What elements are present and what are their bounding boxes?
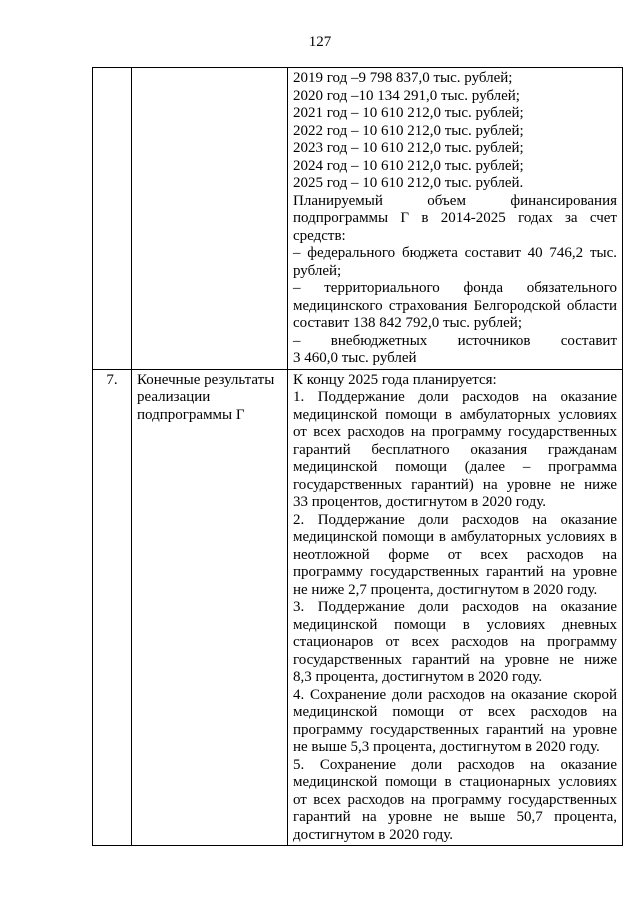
row-title-cell	[132, 369, 288, 846]
row-title-line: реализации	[137, 389, 211, 405]
content-line: медицинской помощи в амбулаторных условиях в	[293, 529, 617, 545]
content-paragraph	[293, 88, 617, 106]
content-paragraph	[293, 687, 617, 757]
content-line: гарантий на уровне не выше 50,7 процента,	[293, 809, 617, 825]
content-line: рублей;	[293, 262, 342, 279]
content-line: Планируемый объем финансирования	[293, 192, 617, 209]
content-line: 3 460,0 тыс. рублей	[293, 350, 417, 366]
content-line: программу государственных гарантий на уровне	[293, 721, 617, 738]
content-line: – федерального бюджета составит 40 746,2 тыс.	[293, 245, 617, 261]
content-line: средств:	[293, 227, 346, 244]
content-paragraph	[293, 175, 617, 193]
content-paragraph	[293, 70, 617, 88]
content-line: медицинской помощи от всех расходов на	[293, 704, 617, 720]
content-line: 1. Поддержание доли расходов на оказание	[293, 389, 617, 405]
table-row	[93, 369, 623, 846]
content-line: 2021 год – 10 610 212,0 тыс. рублей;	[293, 105, 524, 121]
content-line: стационаров от всех расходов на программу	[293, 634, 617, 650]
content-line: программу государственных гарантий на уровне	[293, 564, 617, 580]
content-line: составит 138 842 792,0 тыс. рублей;	[293, 315, 522, 331]
content-paragraph	[293, 245, 617, 280]
content-paragraph	[293, 140, 617, 158]
content-line: 33 процентов, достигнутом в 2020 году.	[293, 494, 546, 510]
content-line: 2022 год – 10 610 212,0 тыс. рублей;	[293, 122, 524, 139]
content-line: медицинской помощи в условиях дневных	[293, 616, 617, 633]
row-title-line: подпрограммы Г	[137, 406, 245, 423]
content-line: 2019 год –9 798 837,0 тыс. рублей;	[293, 70, 513, 86]
content-line: медицинского страхования Белгородской области	[293, 297, 617, 314]
content-line: неотложной форме от всех расходов на	[293, 546, 617, 563]
content-line: не выше 5,3 процента, достигнутом в 2020 году.	[293, 739, 600, 755]
content-paragraph	[293, 372, 617, 390]
content-line: достигнутом в 2020 году.	[293, 826, 454, 843]
content-line: 2024 год – 10 610 212,0 тыс. рублей;	[293, 157, 524, 174]
content-line: гарантий бесплатного оказания гражданам	[293, 441, 617, 458]
content-line: государственных гарантий) на уровне не ниже	[293, 476, 617, 493]
content-line: 2025 год – 10 610 212,0 тыс. рублей.	[293, 175, 524, 191]
content-paragraph	[293, 158, 617, 176]
row-title-cell	[132, 68, 288, 370]
content-paragraph	[293, 123, 617, 141]
row-title-line: Конечные результаты	[137, 371, 275, 388]
content-line: 2023 год – 10 610 212,0 тыс. рублей;	[293, 140, 524, 156]
content-line: 4. Сохранение доли расходов на оказание скорой	[293, 686, 617, 703]
table-row	[93, 68, 623, 370]
row-content-cell	[288, 369, 623, 846]
program-table	[92, 67, 623, 846]
content-paragraph	[293, 333, 617, 368]
content-line: – территориального фонда обязательного	[293, 280, 617, 296]
content-paragraph	[293, 105, 617, 123]
content-paragraph	[293, 599, 617, 687]
row-content-cell	[288, 68, 623, 370]
content-line: государственных гарантий на уровне не ниже	[293, 651, 617, 668]
content-paragraph	[293, 193, 617, 246]
page-number: 127	[308, 34, 332, 50]
content-paragraph	[293, 757, 617, 845]
content-line: 3. Поддержание доли расходов на оказание	[293, 599, 617, 615]
content-line: 8,3 процента, достигнутом в 2020 году.	[293, 669, 543, 685]
content-paragraph	[293, 512, 617, 600]
content-line: медицинской помощи в амбулаторных условиях	[293, 406, 617, 423]
content-line: – внебюджетных источников составит	[293, 332, 617, 349]
content-line: от всех расходов на программу государственных	[293, 424, 617, 440]
content-paragraph	[293, 389, 617, 512]
content-line: медицинской помощи (далее – программа	[293, 459, 617, 475]
content-line: 2020 год –10 134 291,0 тыс. рублей;	[293, 87, 520, 104]
content-paragraph	[293, 280, 617, 333]
content-line: подпрограммы Г в 2014-2025 годах за счет	[293, 210, 617, 226]
content-line: не ниже 2,7 процента, достигнутом в 2020 году.	[293, 581, 598, 598]
row-number: 7.	[106, 371, 118, 388]
content-line: К концу 2025 года планируется:	[293, 371, 497, 388]
row-number-cell	[93, 369, 132, 846]
content-line: 2. Поддержание доли расходов на оказание	[293, 511, 617, 528]
row-number-cell	[93, 68, 132, 370]
content-line: медицинской помощи в стационарных условиях	[293, 774, 617, 790]
content-line: 5. Сохранение доли расходов на оказание	[293, 756, 617, 773]
content-line: от всех расходов на программу государственных	[293, 791, 617, 808]
